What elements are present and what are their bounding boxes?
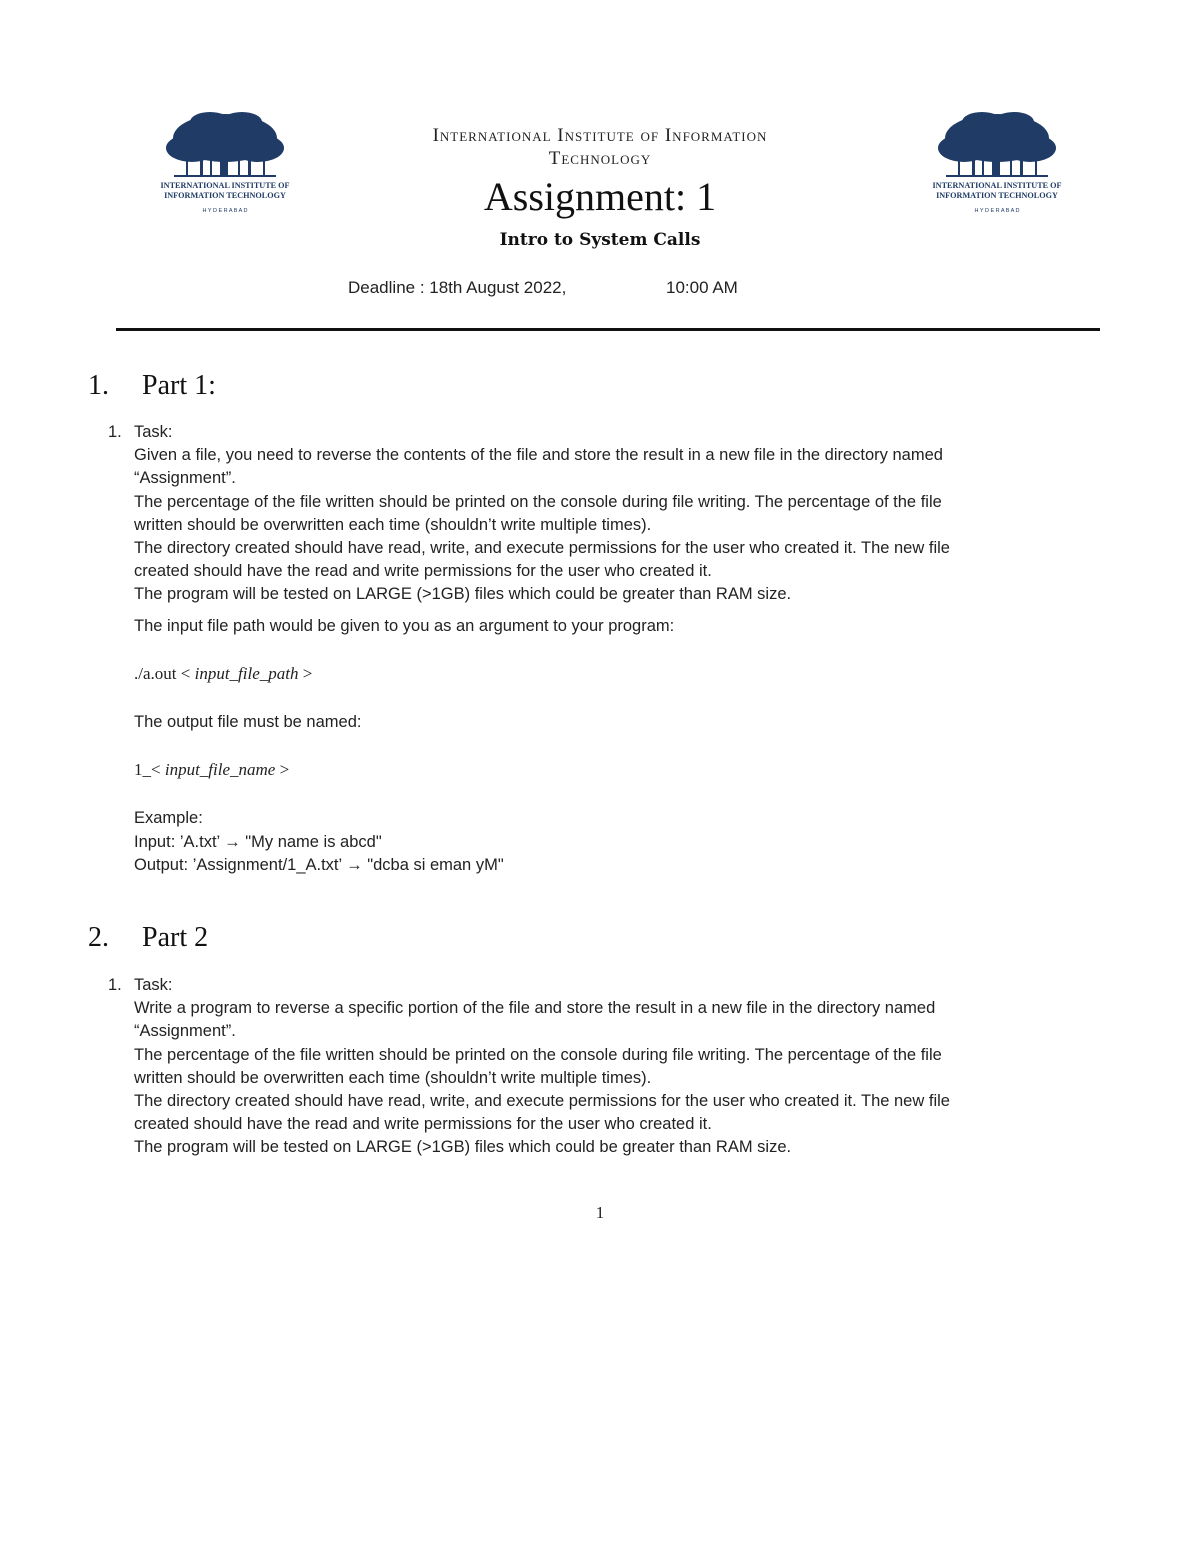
task-paragraph: created should have the read and write permissions for the user who created it. xyxy=(134,1115,712,1134)
task-label: Task: xyxy=(134,976,173,994)
part1-task-item xyxy=(108,421,1098,877)
deadline-date: Deadline : 18th August 2022, xyxy=(348,278,567,297)
task-paragraph: The output file must be named: xyxy=(134,713,362,732)
task-paragraph: The percentage of the file written should be printed on the console during file writing. The percentage of the file xyxy=(134,1045,942,1064)
output-name-format xyxy=(134,758,1098,781)
logo-text-line1: INTERNATIONAL INSTITUTE OF xyxy=(160,181,290,190)
task-body xyxy=(134,421,1098,877)
command-usage xyxy=(134,662,1098,685)
logo-text-line3: H Y D E R A B A D xyxy=(974,208,1020,214)
part2-task-item xyxy=(108,974,1098,1160)
logo-text-line2: INFORMATION TECHNOLOGY xyxy=(164,191,286,200)
logo-text-line2: INFORMATION TECHNOLOGY xyxy=(936,191,1058,200)
deadline xyxy=(348,278,738,298)
example-input: Input: ’A.txt’ → "My name is abcd" xyxy=(134,832,382,851)
section-title: Part 1: xyxy=(142,370,216,401)
section-number: 1. xyxy=(88,370,109,401)
task-paragraph: Given a file, you need to reverse the contents of the file and store the result in a new file in the directory named xyxy=(134,446,943,465)
section-number: 2. xyxy=(88,922,109,953)
task-label: Task: xyxy=(134,423,173,441)
task-body xyxy=(134,974,1098,1160)
section-heading-part1 xyxy=(88,370,216,402)
page-subtitle: Intro to System Calls xyxy=(499,230,701,250)
example-output: Output: ’Assignment/1_A.txt’ → "dcba si eman yM" xyxy=(134,855,504,874)
institute-logo-right xyxy=(922,108,1072,218)
logo-text-line1: INTERNATIONAL INSTITUTE OF xyxy=(932,181,1062,190)
task-paragraph: Write a program to reverse a specific portion of the file and store the result in a new file in the directory named xyxy=(134,999,936,1018)
task-paragraph: “Assignment”. xyxy=(134,1022,236,1041)
task-paragraph: The percentage of the file written should be printed on the console during file writing. The percentage of the file xyxy=(134,492,942,511)
institute-name xyxy=(330,124,870,170)
task-paragraph: The program will be tested on LARGE (>1GB) files which could be greater than RAM size. xyxy=(134,585,792,604)
task-paragraph: The input file path would be given to you as an argument to your program: xyxy=(134,616,675,635)
page-title: Assignment: 1 xyxy=(483,174,717,219)
section-heading-part2 xyxy=(88,922,208,954)
list-item-number: 1. xyxy=(108,423,122,441)
command-suffix: > xyxy=(302,663,313,683)
task-paragraph: The program will be tested on LARGE (>1GB) files which could be greater than RAM size. xyxy=(134,1138,792,1157)
list-item-number: 1. xyxy=(108,976,122,994)
example-label: Example: xyxy=(134,809,203,828)
task-paragraph: written should be overwritten each time (shouldn’t write multiple times). xyxy=(134,1068,652,1087)
task-paragraph: The directory created should have read, write, and execute permissions for the user who created it. The new file xyxy=(134,1092,950,1111)
logo-text-line3: H Y D E R A B A D xyxy=(202,208,248,214)
page-number: 1 xyxy=(595,1203,605,1222)
task-paragraph: written should be overwritten each time (shouldn’t write multiple times). xyxy=(134,515,652,534)
command-argument: input_file_path xyxy=(194,663,299,683)
institute-logo-left xyxy=(150,108,300,218)
command-prefix: ./a.out < xyxy=(134,663,191,683)
output-argument: input_file_name xyxy=(164,760,276,780)
task-paragraph: “Assignment”. xyxy=(134,469,236,488)
output-prefix: 1_< xyxy=(134,760,161,780)
institute-name-line1: International Institute of Information xyxy=(432,125,768,146)
banyan-tree-icon xyxy=(150,108,300,218)
section-title: Part 2 xyxy=(142,922,209,953)
header-divider xyxy=(116,328,1100,331)
deadline-time: 10:00 AM xyxy=(666,278,738,297)
output-suffix: > xyxy=(279,760,290,780)
task-paragraph: The directory created should have read, write, and execute permissions for the user who created it. The new file xyxy=(134,539,950,558)
institute-name-line2: Technology xyxy=(548,148,652,169)
banyan-tree-icon xyxy=(922,108,1072,218)
task-paragraph: created should have the read and write permissions for the user who created it. xyxy=(134,562,712,581)
